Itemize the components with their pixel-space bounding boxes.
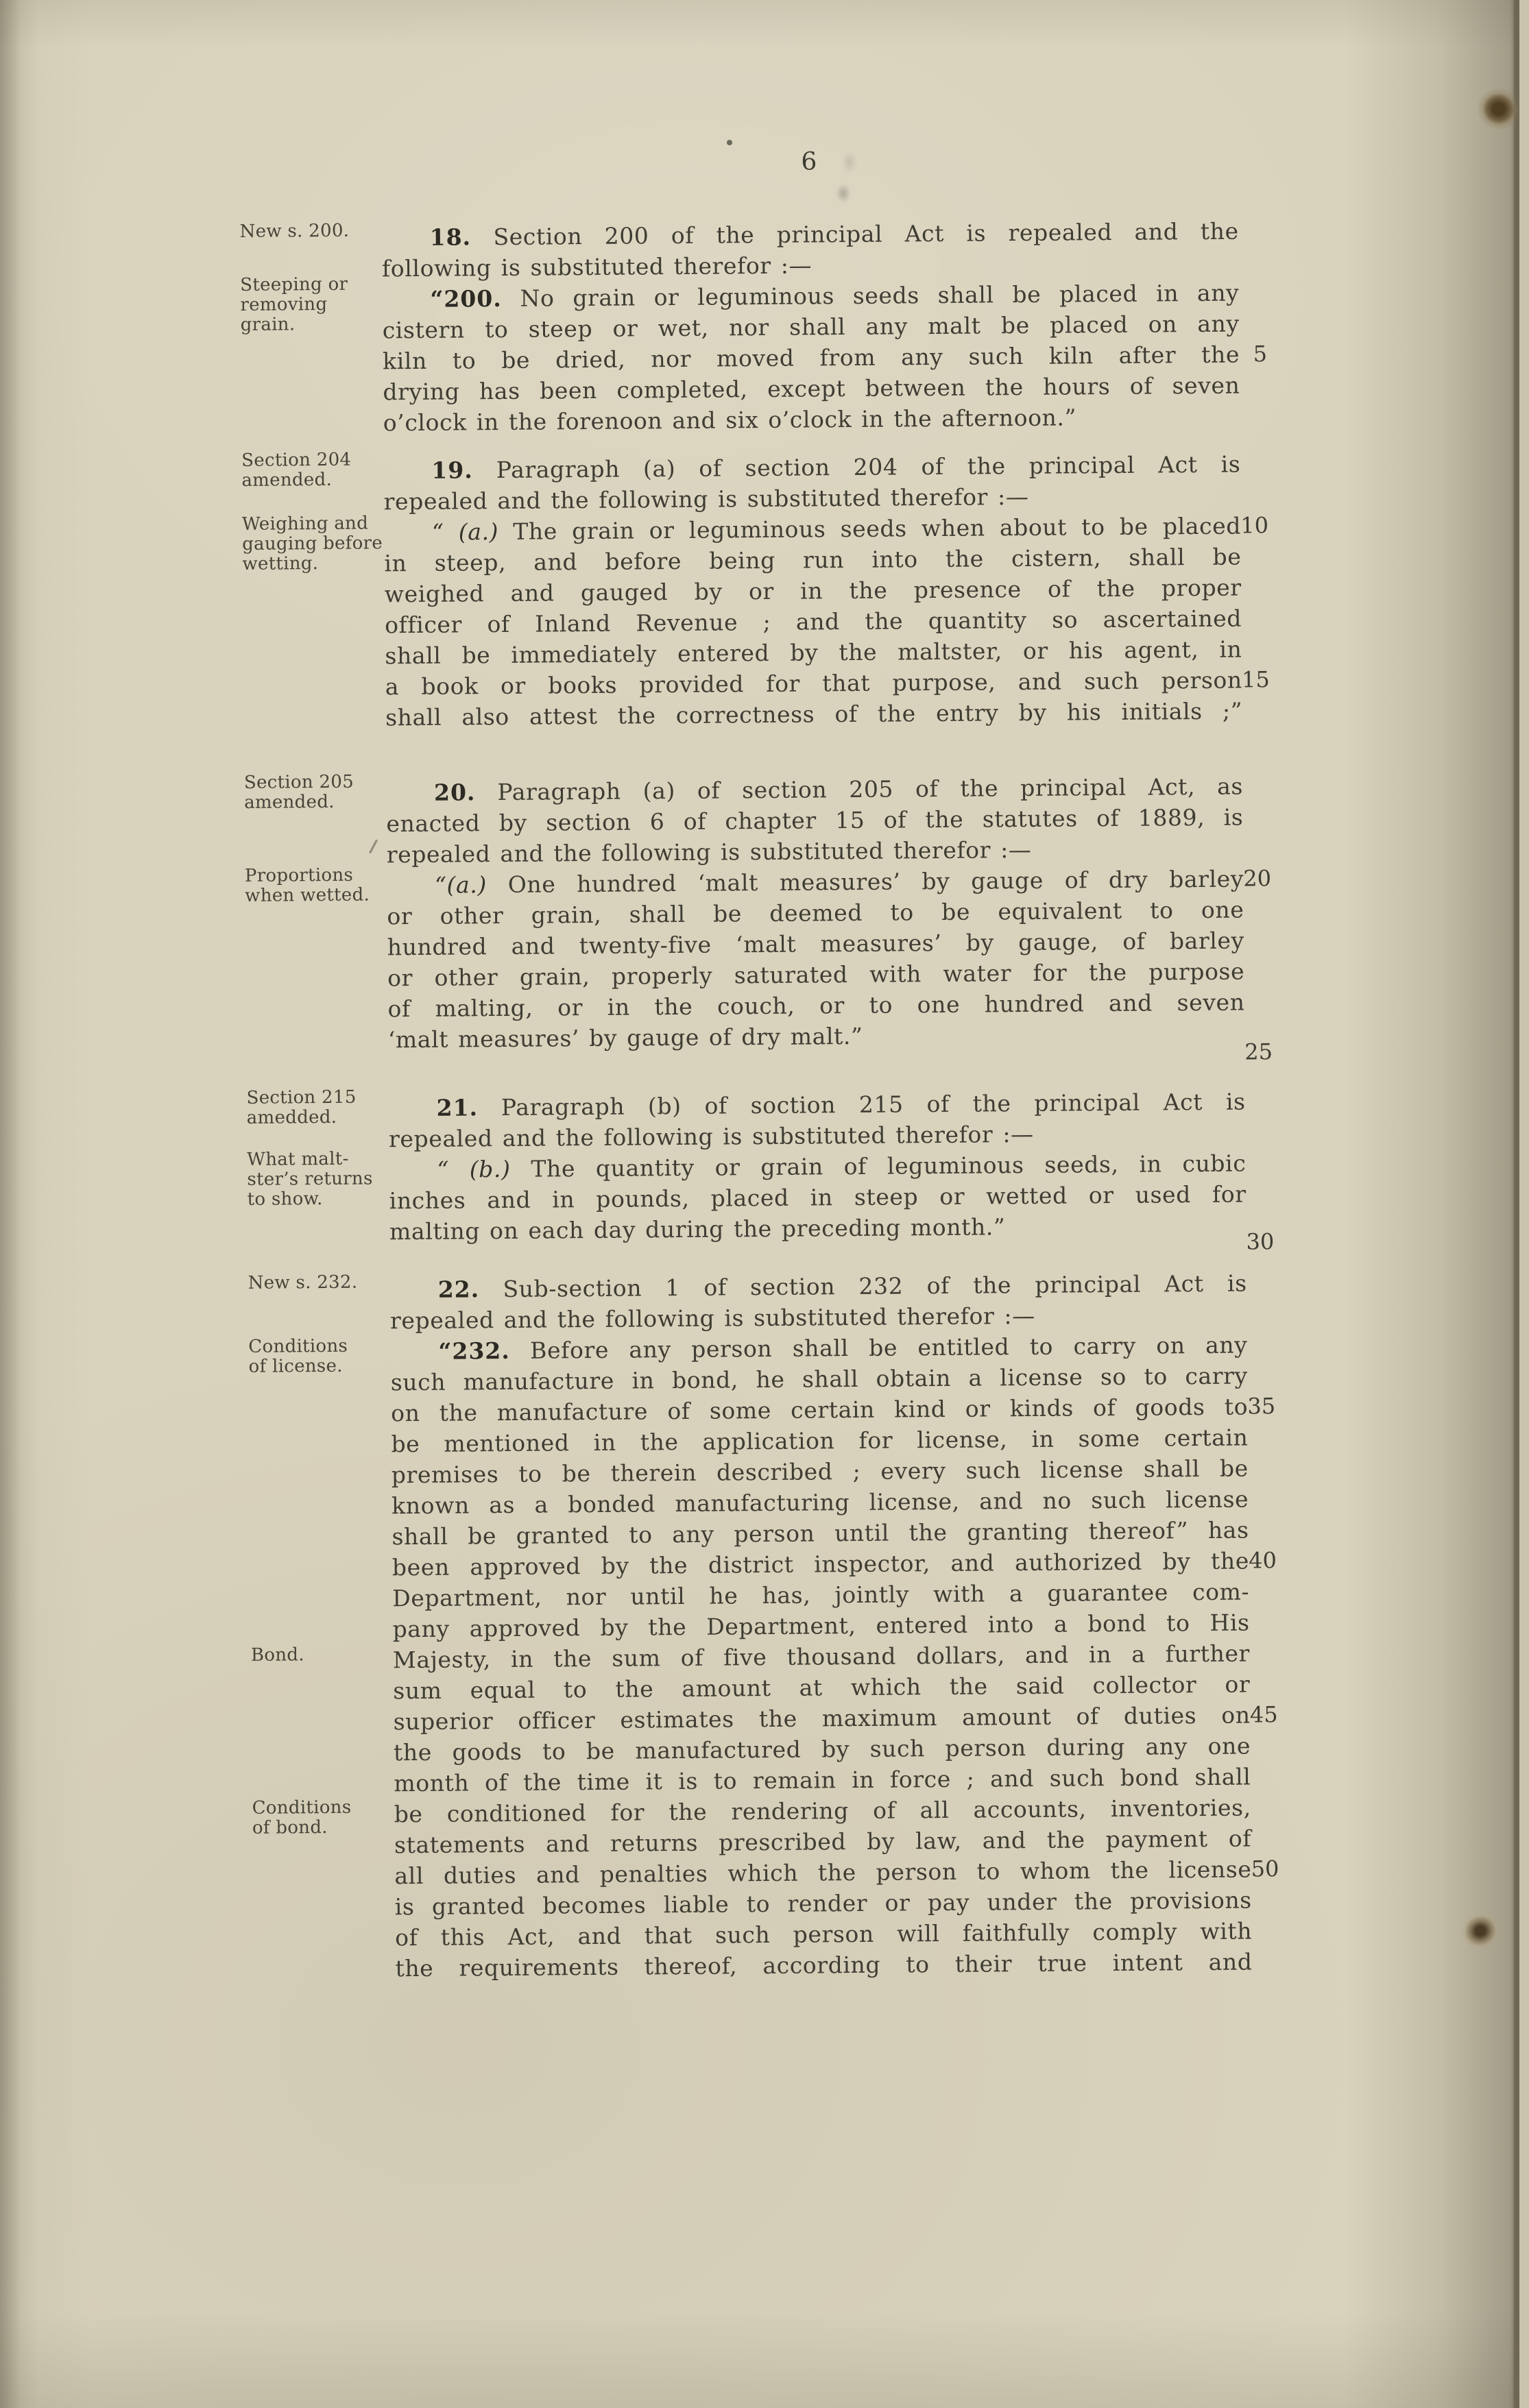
page-edge-strip	[1519, 0, 1529, 2408]
margin-note: Steeping or removing grain.	[240, 273, 348, 335]
body-line: Majesty, in the sum of five thousand dollars, and in a further	[392, 1640, 1251, 1674]
line-number: 35	[1247, 1393, 1276, 1420]
body-line: the requirements thereof, according to their true intent and	[395, 1948, 1253, 1982]
margin-note: Conditions of license.	[248, 1335, 348, 1377]
body-line: repealed and the following is substituted therefor :—	[386, 836, 1032, 868]
body-line: malting on each day during the preceding month.”	[389, 1213, 1006, 1245]
body-line: been approved by the district inspector, and authorized by the	[392, 1547, 1250, 1581]
body-line: such manufacture in bond, he shall obtain a license so to carry	[390, 1362, 1248, 1396]
section-number: 21.	[436, 1094, 479, 1121]
body-line-text: One hundred ‘malt measures’ by gauge of dry barley	[486, 865, 1244, 899]
body-line: shall also attest the correctness of the entry by his initials ;”	[385, 697, 1243, 731]
body-line: month of the time it is to remain in force ; and such bond shall	[394, 1763, 1251, 1797]
body-line: in steep, and before being run into the cistern, shall be	[384, 543, 1242, 577]
body-line: all duties and penalties which the person to whom the license	[394, 1856, 1252, 1890]
body-line-text: Before any person shall be entitled to carry on any	[509, 1331, 1248, 1364]
left-edge-shade	[0, 0, 21, 2408]
line-number: 50	[1251, 1856, 1279, 1882]
margin-note: New s. 232.	[248, 1272, 358, 1293]
body-line-text: No grain or leguminous seeds shall be placed in any	[501, 279, 1240, 312]
margin-note: Bond.	[250, 1644, 304, 1666]
body-line: premises to be therein described ; every such license shall be	[391, 1455, 1249, 1489]
section-number: “232.	[438, 1337, 510, 1365]
paper-smudge	[834, 181, 853, 206]
body-line: shall be immediately entered by the maltster, or his agent, in	[385, 635, 1242, 670]
margin-note: Conditions of bond.	[252, 1797, 352, 1838]
body-line: weighed and gauged by or in the presence of the proper	[384, 574, 1242, 608]
body-line-text: Sub-section 1 of section 232 of the principal Act is	[479, 1269, 1247, 1303]
body-line-text: Paragraph (b) of soction 215 of the principal Act is	[477, 1088, 1246, 1121]
body-line-text: Paragraph (a) of section 204 of the principal Act is	[472, 450, 1241, 484]
section-number: 19.	[431, 457, 473, 484]
body-line: superior officer estimates the maximum amount of duties on	[393, 1701, 1251, 1736]
body-line: cistern to steep or wet, nor shall any malt be placed on any	[382, 310, 1240, 344]
body-line: of this Act, and that such person will faithfully comply with	[394, 1917, 1253, 1951]
line-number: 30	[1246, 1228, 1275, 1255]
paper-smudge	[841, 149, 858, 175]
section-number: 22.	[437, 1276, 480, 1303]
margin-note: Section 215 amedded.	[246, 1086, 357, 1128]
line-number: 20	[1243, 865, 1272, 892]
body-line: shall be granted to any person until the granting thereof” has	[392, 1516, 1249, 1550]
body-line: o’clock in the forenoon and six o’clock in the afternoon.”	[383, 404, 1077, 437]
body-line: Department, nor until he has, jointly with a guarantee com-	[392, 1578, 1250, 1612]
body-line: drying has been completed, except between the hours of seven	[383, 372, 1240, 406]
page-edge-line	[1515, 0, 1519, 2408]
page-number: 6	[801, 147, 819, 176]
body-line: on the manufacture of some certain kind or kinds of goods to	[390, 1393, 1249, 1427]
line-number: 45	[1249, 1701, 1278, 1728]
paragraph-letter: “ (b.)	[437, 1155, 511, 1183]
body-line: is granted becomes liable to render or pay under the provisions	[394, 1886, 1252, 1921]
body-line-text: The quantity or grain of leguminous seeds, in cubic	[510, 1150, 1247, 1182]
body-line: hundred and twenty-five ‘malt measures’ by gauge, of barley	[387, 927, 1244, 961]
margin-note: Section 205 amended.	[243, 771, 354, 813]
body-line: statements and returns prescribed by law, and the payment of	[394, 1825, 1252, 1859]
body-line: ‘malt measures’ by gauge of dry malt.”	[387, 1022, 863, 1054]
section-number: 20.	[433, 779, 476, 806]
body-line: kiln to be dried, nor moved from any such kiln after the	[382, 341, 1240, 375]
body-line: repealed and the following is substituted therefor :—	[389, 1302, 1035, 1335]
body-line: be conditioned for the rendering of all accounts, inventories,	[394, 1794, 1251, 1828]
line-number: 40	[1248, 1547, 1277, 1574]
paragraph-letter: “(a.)	[434, 871, 487, 899]
body-line: repealed and the following is substituted therefor :—	[383, 483, 1029, 515]
body-line: inches and in pounds, placed in steep or wetted or used for	[389, 1180, 1247, 1215]
body-line: known as a bonded manufacturing license, and no such license	[392, 1485, 1249, 1520]
body-line: following is substituted therefor :—	[381, 252, 812, 282]
body-line: repealed and the following is substituted therefor :—	[388, 1120, 1034, 1153]
body-line: sum equal to the amount at which the said collector or	[393, 1670, 1251, 1705]
body-line: of malting, or in the couch, or to one hundred and seven	[387, 988, 1245, 1023]
body-line: pany approved by the Department, entered into a bond to His	[392, 1609, 1250, 1643]
line-number: 25	[1244, 1038, 1273, 1065]
paper-dot	[727, 140, 732, 145]
body-line-text: Paragraph (a) of section 205 of the principal Act, as	[475, 773, 1244, 806]
section-number: “200.	[430, 284, 502, 313]
page-edge-shadow	[1344, 0, 1517, 2408]
body-line: or other grain, shall be deemed to be equivalent to one	[387, 896, 1244, 930]
margin-note: Weighing and gauging before wetting.	[241, 513, 383, 574]
line-number: 10	[1240, 512, 1269, 539]
body-line: officer of Inland Revenue ; and the quantity so ascertained	[384, 605, 1242, 639]
body-line-text: Section 200 of the principal Act is repealed and the	[470, 217, 1239, 251]
margin-note: What malt- ster’s returns to show.	[247, 1148, 373, 1210]
body-line: be mentioned in the application for license, in some certain	[391, 1424, 1249, 1458]
body-line: enacted by section 6 of chapter 15 of the statutes of 1889, is	[386, 803, 1244, 838]
body-line-text: The grain or leguminous seeds when about to be placed	[498, 512, 1242, 546]
margin-note: New s. 200.	[239, 220, 350, 242]
section-number: 18.	[429, 223, 472, 251]
paragraph-letter: “ (a.)	[431, 518, 499, 546]
body-line: or other grain, properly saturated with water for the purpose	[387, 958, 1245, 992]
margin-note: Proportions when wetted.	[244, 864, 370, 906]
line-number: 5	[1253, 341, 1268, 367]
body-line: a book or books provided for that purpose, and such person	[385, 666, 1242, 701]
line-number: 15	[1241, 666, 1270, 693]
body-line: the goods to be manufactured by such person during any one	[393, 1732, 1251, 1766]
margin-note: Section 204 amended.	[241, 449, 352, 491]
